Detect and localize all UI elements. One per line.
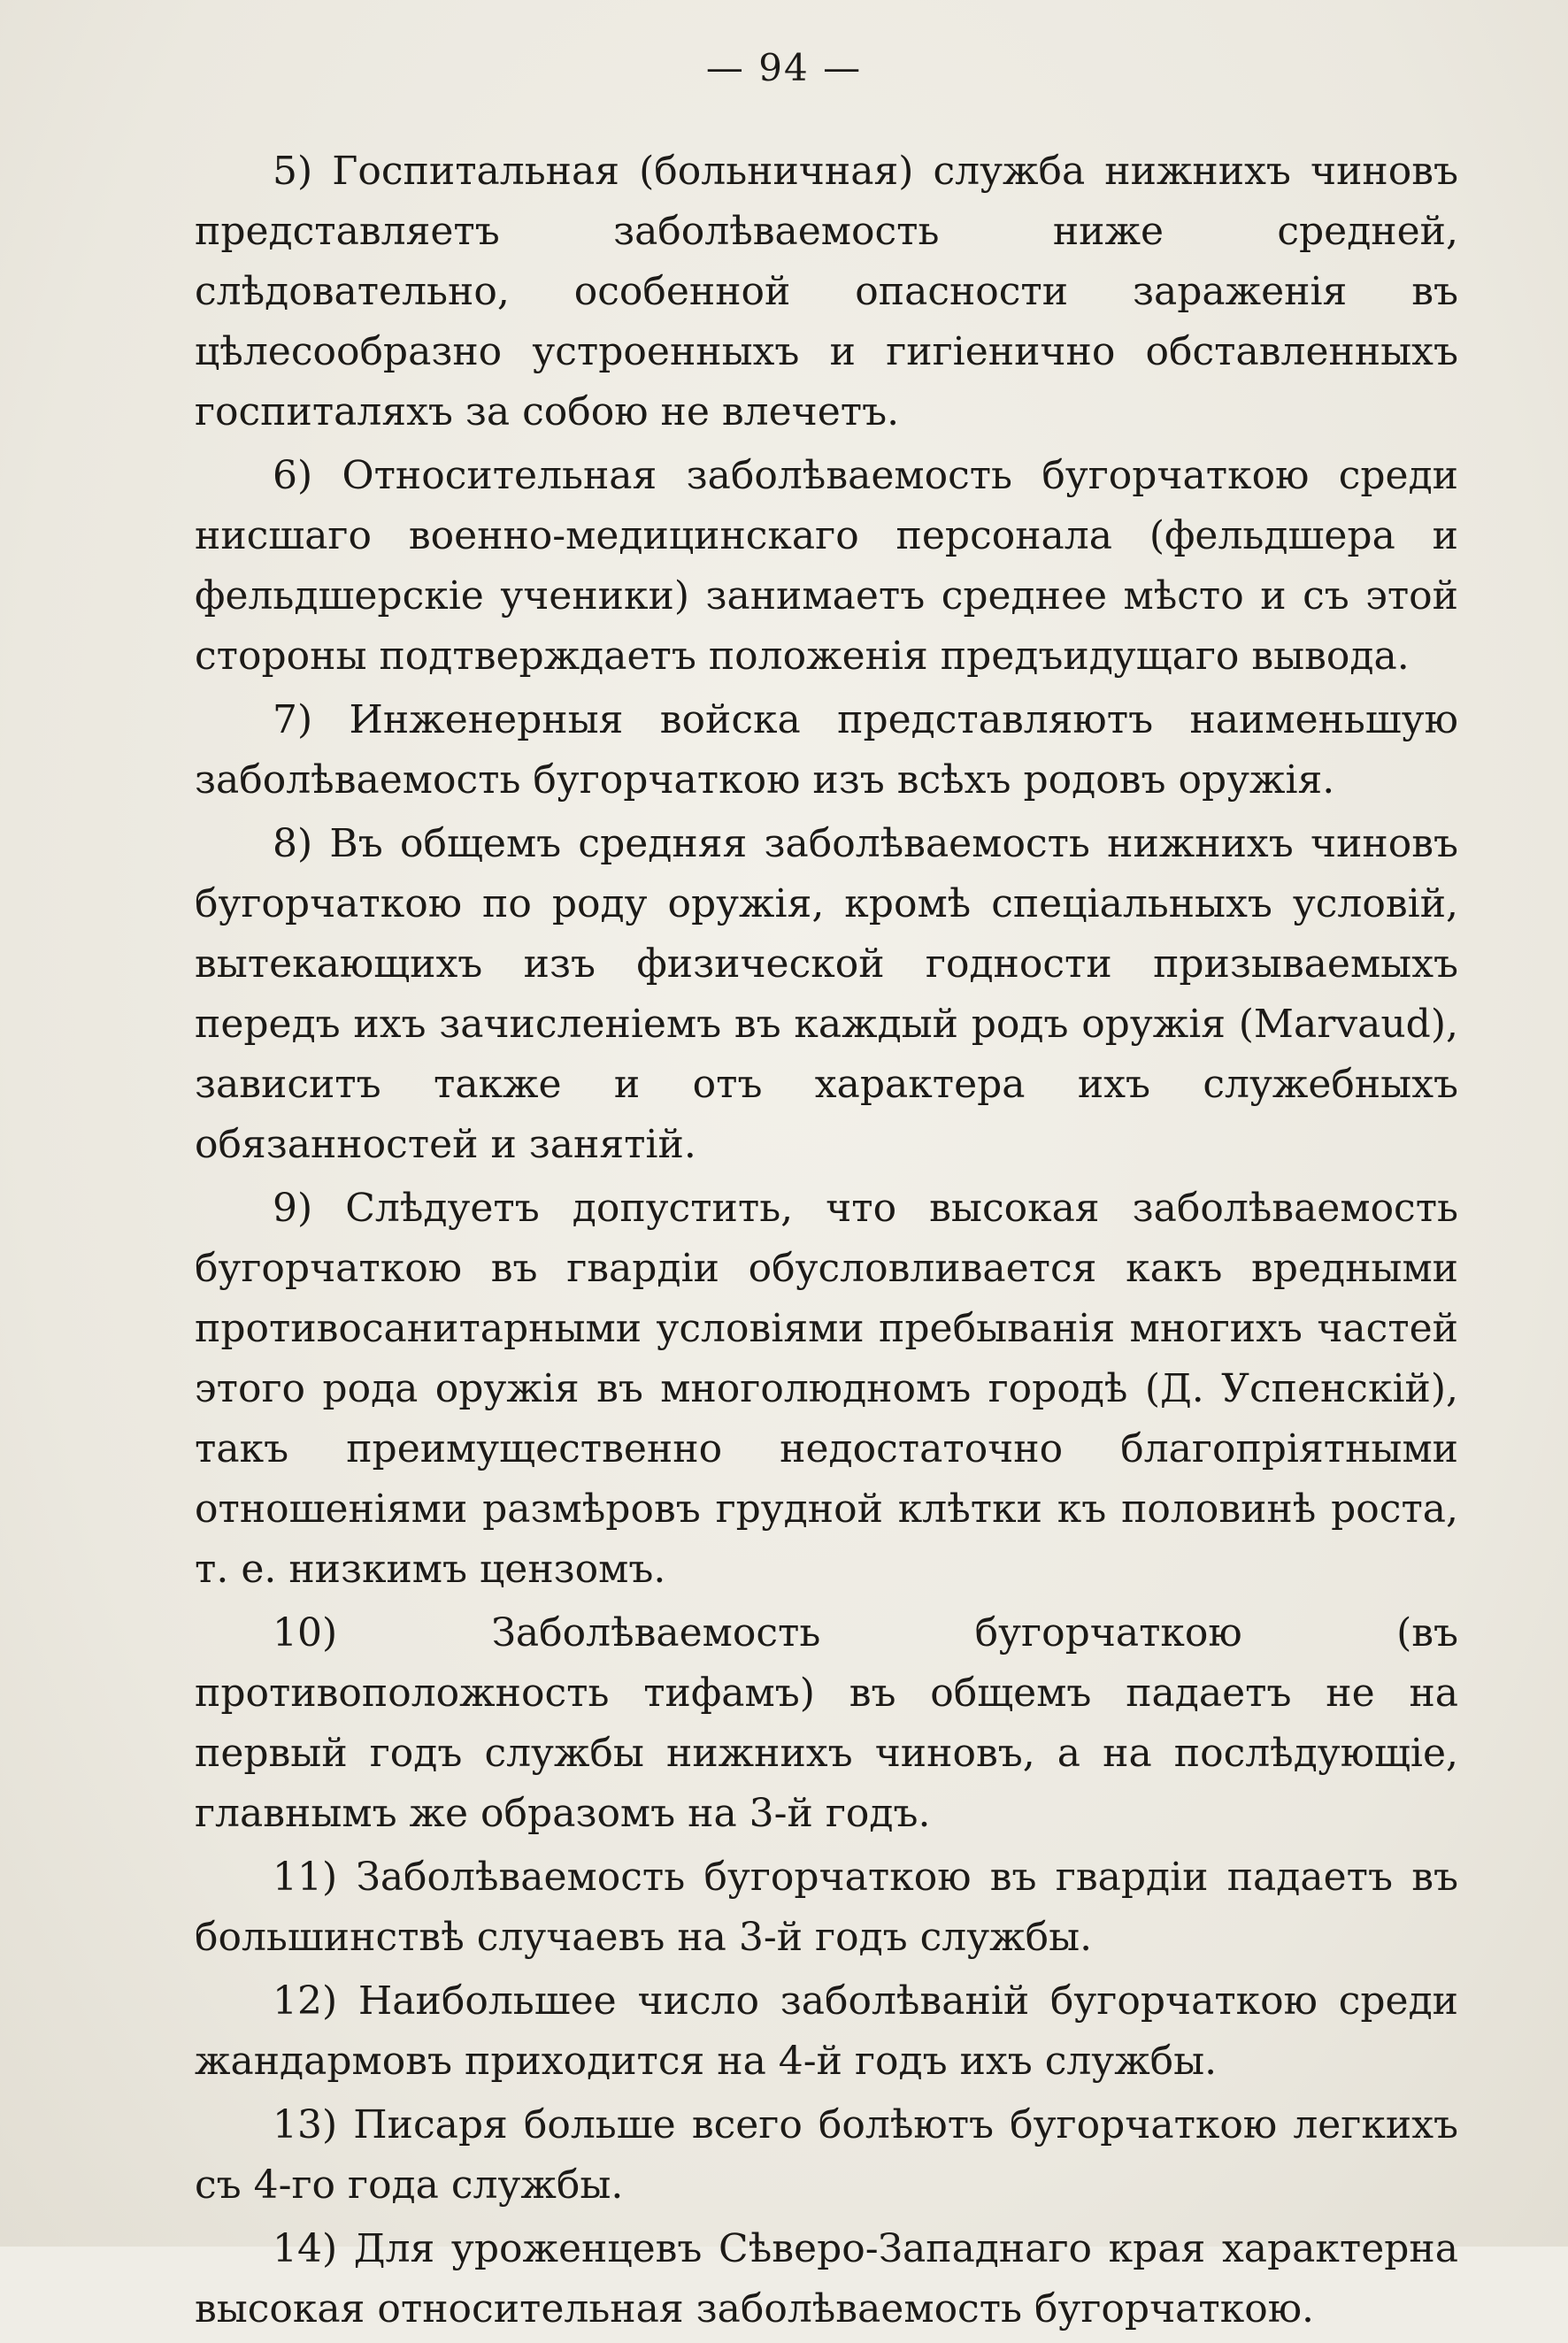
paragraph-11: 11) Заболѣваемость бугорчаткою въ гвардіи падаетъ въ большинствѣ случаевъ на 3-й годъ службы. (195, 1855, 1458, 1960)
paragraph-12: 12) Наибольшее число заболѣваній бугорчаткою среди жандармовъ приходится на 4-й годъ ихъ службы. (195, 1978, 1458, 2084)
paragraph-8: 8) Въ общемъ средняя заболѣваемость нижнихъ чиновъ бугорчаткою по роду оружія, кромѣ спеціальныхъ условій, вытекающихъ изъ физической годности призываемыхъ передъ ихъ зачисленіемъ въ каждый родъ оружія (Marvaud), зависитъ также и отъ характера ихъ служебныхъ обязанностей и занятій. (195, 821, 1458, 1167)
paragraph-5: 5) Госпитальная (больничная) служба нижнихъ чиновъ представляетъ заболѣваемость ниже средней, слѣдовательно, особенной опасности зараженія въ цѣлесообразно устроенныхъ и гигіенично обставленныхъ госпиталяхъ за собою не влечетъ. (195, 149, 1458, 434)
paragraph-13: 13) Писаря больше всего болѣютъ бугорчаткою легкихъ съ 4-го года службы. (195, 2102, 1458, 2208)
paragraph-14: 14) Для уроженцевъ Сѣверо-Западнаго края характерна высокая относительная заболѣваемость бугорчаткою. (195, 2226, 1458, 2331)
paragraph-6: 6) Относительная заболѣваемость бугорчаткою среди нисшаго военно-медицинскаго персонала (фельдшера и фельдшерскіе ученики) занимаетъ среднее мѣсто и съ этой стороны подтверждаетъ положенія предъидущаго вывода. (195, 453, 1458, 679)
conclusions-list (195, 142, 1458, 2343)
page-number: — 94 — (705, 46, 863, 89)
paragraph-7: 7) Инженерныя войска представляютъ наименьшую заболѣваемость бугорчаткою изъ всѣхъ родовъ оружія. (195, 697, 1458, 803)
paragraph-9: 9) Слѣдуетъ допустить, что высокая заболѣваемость бугорчаткою въ гвардіи обусловливается какъ вредными противосанитарными условіями пребыванія многихъ частей этого рода оружія въ многолюдномъ городѣ (Д. Успенскій), такъ преимущественно недостаточно благопріятными отношеніями размѣровъ грудной клѣтки къ половинѣ роста, т. е. низкимъ цензомъ. (195, 1186, 1458, 1592)
paragraph-10: 10) Заболѣваемость бугорчаткою (въ противоположность тифамъ) въ общемъ падаетъ не на первый годъ службы нижнихъ чиновъ, а на послѣдующіе, главнымъ же образомъ на 3-й годъ. (195, 1610, 1458, 1836)
